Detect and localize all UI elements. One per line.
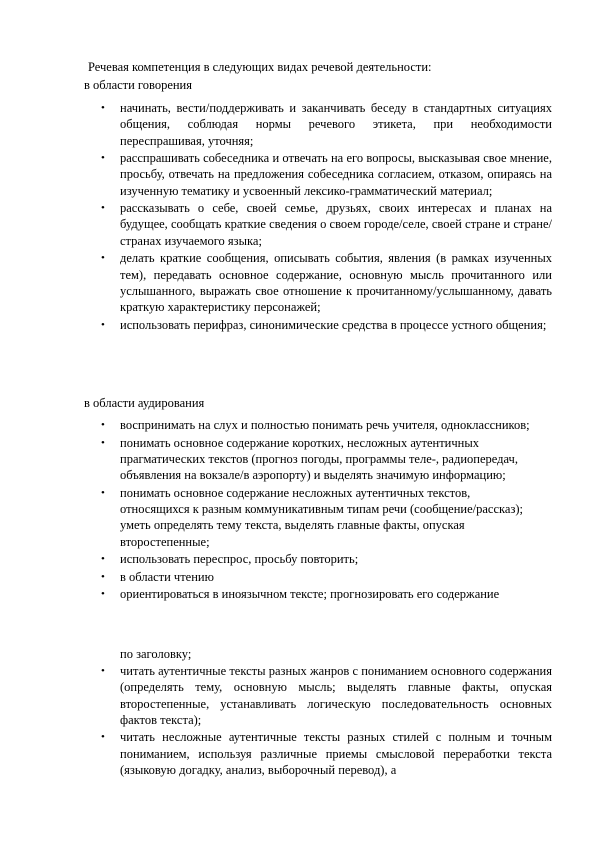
list-item: • использовать перифраз, синонимические средства в процессе устного общения; xyxy=(101,317,547,332)
bullet-icon: • xyxy=(101,152,105,165)
reading-list xyxy=(101,663,552,779)
speaking-list xyxy=(101,100,552,334)
list-item: • воспринимать на слух и полностью понимать речь учителя, одноклассников; xyxy=(101,418,530,432)
listening-subheading: в области аудирования xyxy=(84,396,205,410)
bullet-icon: • xyxy=(101,731,105,744)
list-item: • использовать переспрос, просьбу повторить; xyxy=(101,552,359,567)
bullet-icon: • xyxy=(101,102,105,114)
bullet-icon: • xyxy=(101,665,105,677)
bullet-icon: • xyxy=(101,436,105,449)
list-item: • ориентироваться в иноязычном тексте; прогнозировать его содержание xyxy=(101,587,500,602)
bullet-icon: • xyxy=(101,486,105,499)
list-item: • понимать основное содержание коротких, несложных аутентичных прагматических текстов (прогноз погоды, программы теле-, радиопередач, объявления на вокзале/в аэропорту) и выделять значимую информацию; xyxy=(101,435,518,483)
bullet-icon: • xyxy=(101,202,105,215)
continuation-text: по заголовку; xyxy=(120,647,192,661)
list-item: • читать аутентичные тексты разных жанров с пониманием основного содержания (определять тему, основную мысль; выделять главные факты, опуская второстепенные, устанавливать логическую последовательность основных фактов текста); xyxy=(101,664,552,727)
list-item: • читать несложные аутентичные тексты разных стилей с полным и точным пониманием, используя различные приемы смысловой переработки текста (языковую догадку, анализ, выборочный перевод), а xyxy=(101,730,552,777)
bullet-icon: • xyxy=(101,588,105,601)
bullet-icon: • xyxy=(101,252,105,265)
list-item: • начинать, вести/поддерживать и заканчивать беседу в стандартных ситуациях общения, соблюдая нормы речевого этикета, при необходимости переспрашивая, уточняя; xyxy=(101,101,552,148)
bullet-icon: • xyxy=(101,419,105,431)
bullet-icon: • xyxy=(101,570,105,583)
section-heading: Речевая компетенция в следующих видах речевой деятельности: xyxy=(88,60,432,74)
bullet-icon: • xyxy=(101,318,105,331)
list-item: • понимать основное содержание несложных аутентичных текстов, относящихся к разным коммуникативным типам речи (сообщение/рассказ); уметь определять тему текста, выделять главные факты, опуская второстепенные; xyxy=(101,485,524,549)
list-item: • делать краткие сообщения, описывать события, явления (в рамках изученных тем), передавать основное содержание, основную мысль прочитанного или услышанного, выражать свое отношение к прочитанному/услышанному, давать краткую характеристику персонажей; xyxy=(101,251,552,315)
bullet-icon: • xyxy=(101,553,105,566)
speaking-subheading: в области говорения xyxy=(84,78,192,92)
list-item: • расспрашивать собеседника и отвечать на его вопросы, высказывая свое мнение, просьбу, отвечать на предложения собеседника согласием, отказом, опираясь на изученную тематику и усвоенный лексико-грамматический материал; xyxy=(101,151,552,198)
list-item: • в области чтению xyxy=(101,569,214,584)
list-item: • рассказывать о себе, своей семье, друзьях, своих интересах и планах на будущее, сообщать краткие сведения о своем городе/селе, своей стране и стране/странах изучаемого языка; xyxy=(101,201,552,248)
listening-list xyxy=(101,417,540,604)
